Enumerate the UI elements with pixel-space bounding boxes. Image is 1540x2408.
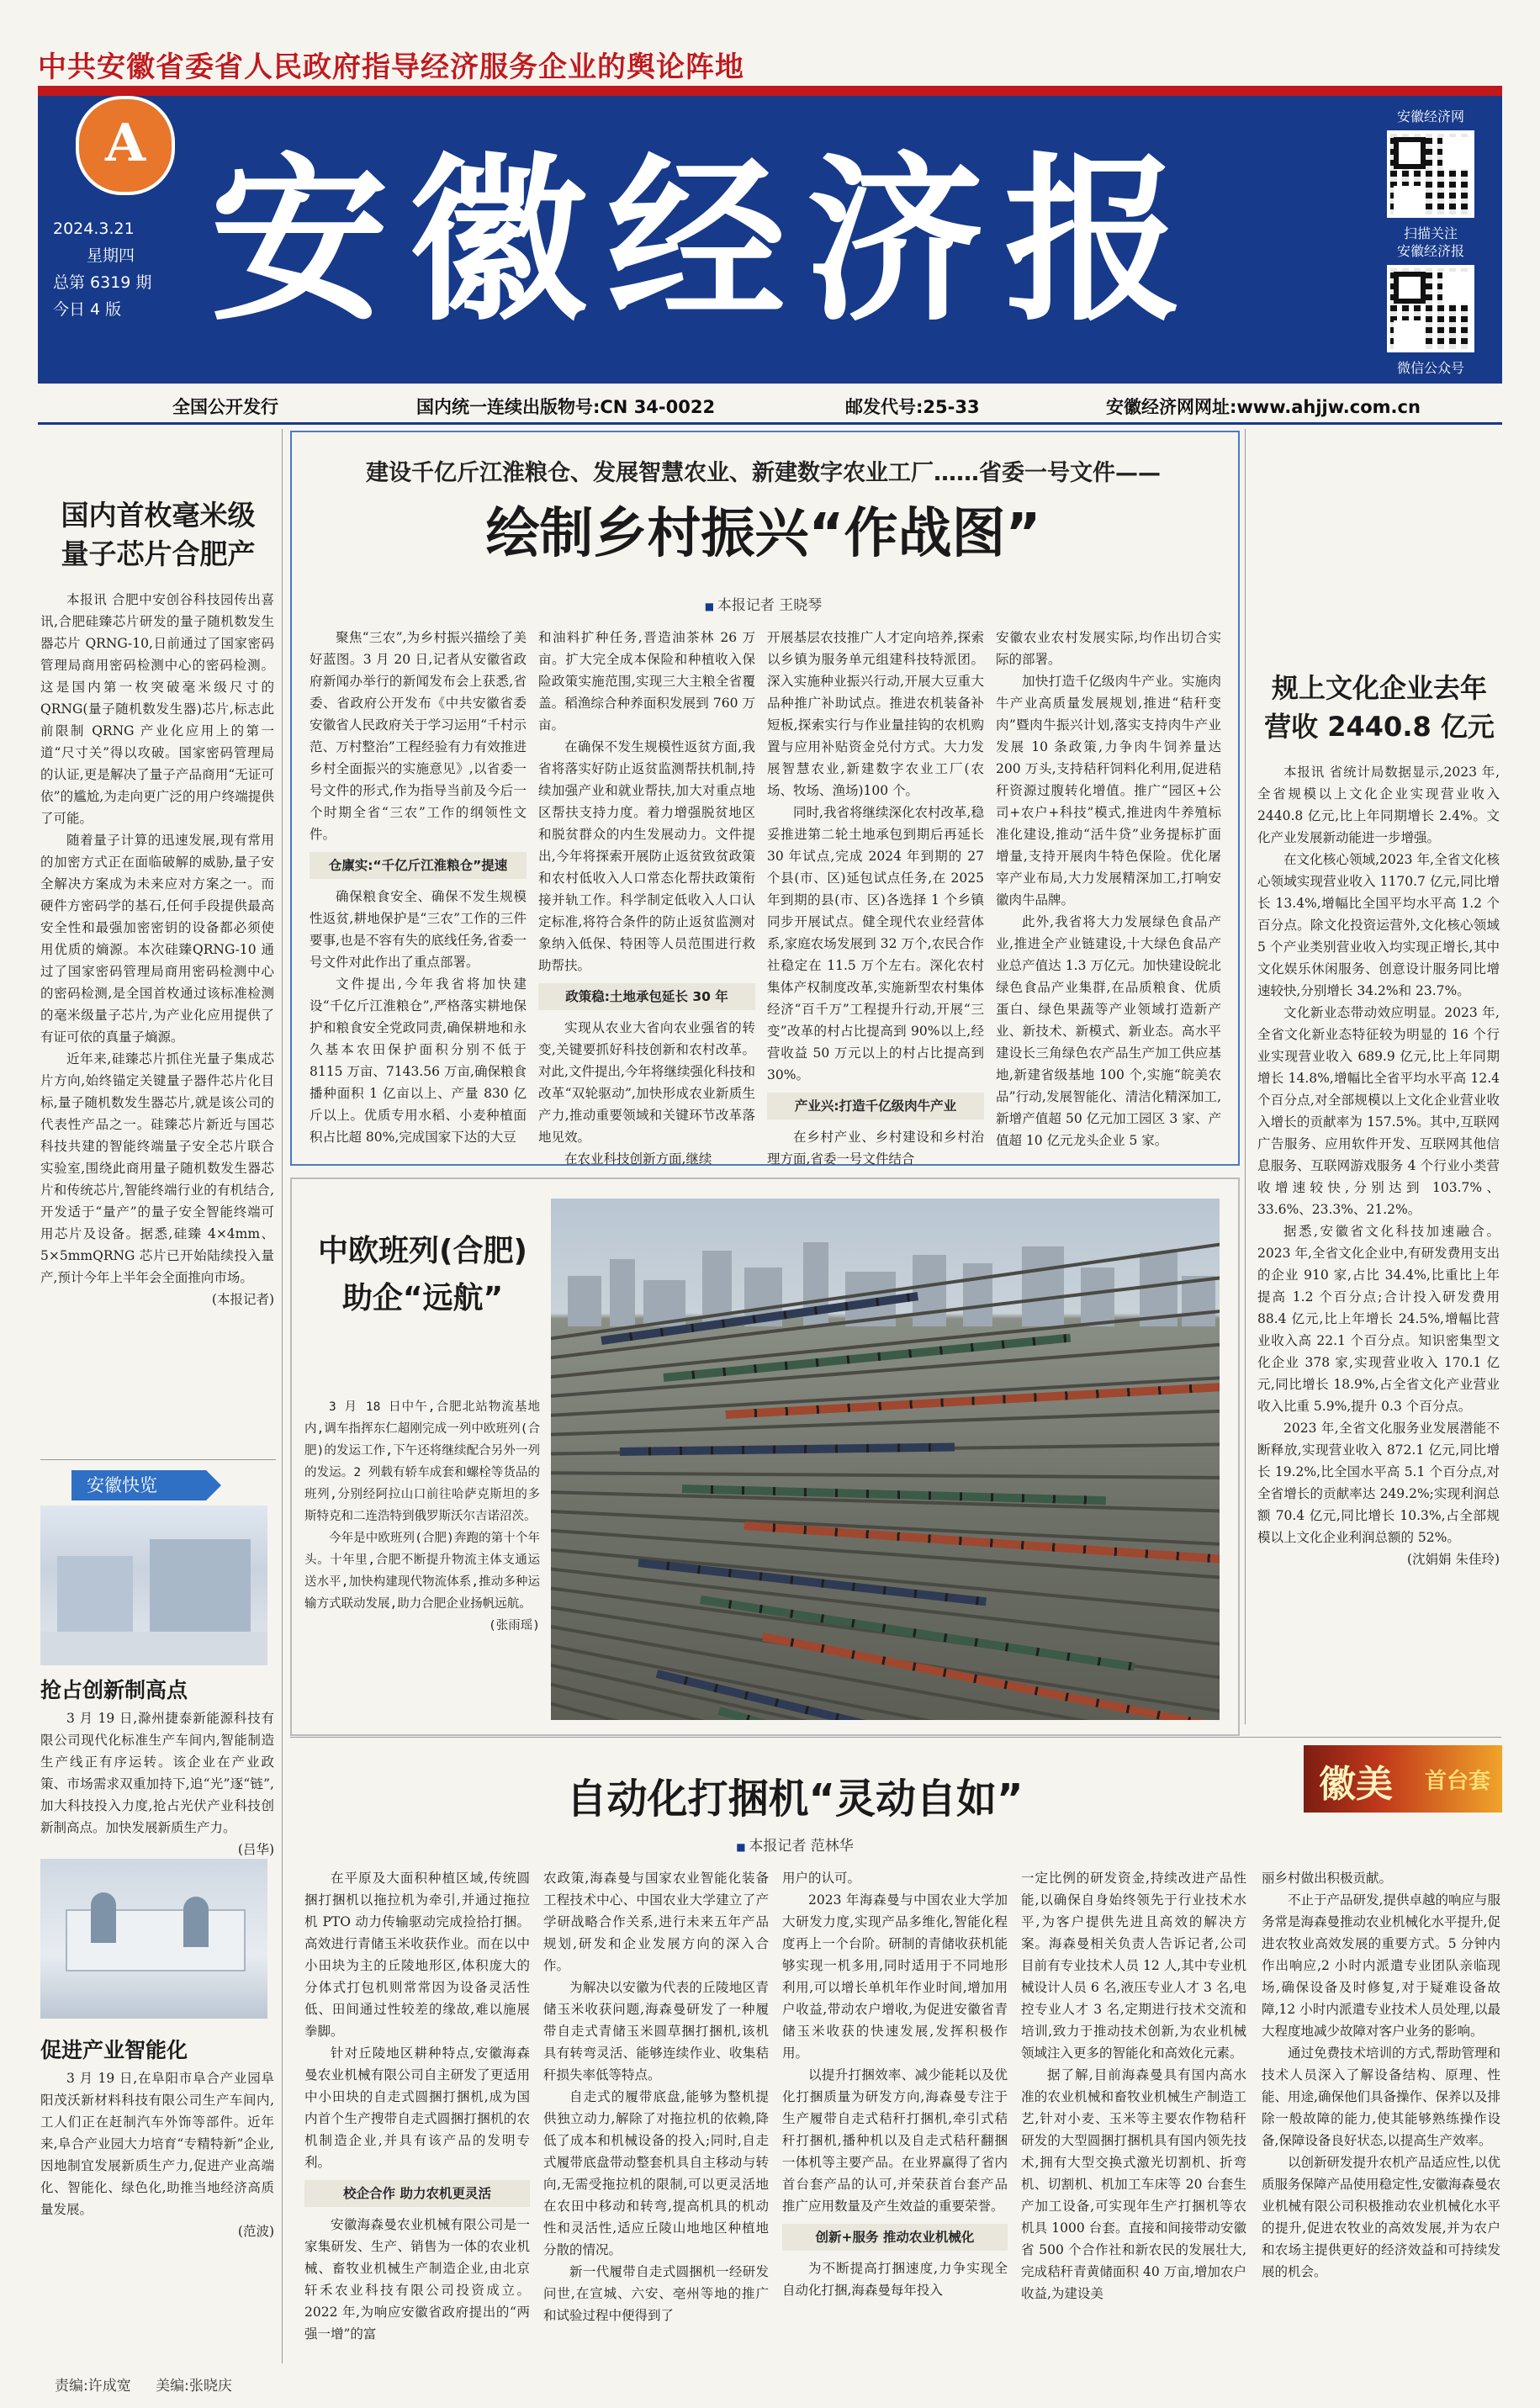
first-set-badge <box>1304 1745 1502 1813</box>
baler-subhead-1: 校企合作 助力农机更灵活 <box>304 2180 530 2207</box>
issue-weekday: 星期四 <box>87 246 135 265</box>
kuaixun-item1-title: 抢占创新制高点 <box>40 1678 188 1702</box>
rail-track <box>551 1508 1220 1548</box>
baler-para: 安徽海森曼农业机械有限公司是一家集研发、生产、销售为一体的农业机械、畜牧业机械生产制造企业,由北京轩禾农业科技有限公司投资成立。2022 年,为响应安徽省政府提出的“两强一增”的富 <box>304 2217 530 2342</box>
freight-train <box>620 1442 955 1456</box>
culture-para: 在文化核心领域,2023 年,全省文化核心领域实现营业收入 1170.7 亿元,同比增长 13.4%,增幅比全国平均水平高 1.2 个百分点。除文化投资运营外,文化核心领域 5 个产业类别营业收入均实现正增长,其中文化娱乐休闲服务、创意设计服务同比增速较快,分别增长 34.2%和 23.7%。 <box>1257 852 1500 998</box>
kuaixun-item1-credit: (吕华) <box>237 1842 274 1857</box>
lead-para: 在乡村产业、乡村建设和乡村治理方面,省委一号文件结合 <box>767 1130 984 1167</box>
rail-track <box>551 1471 1220 1479</box>
kuaixun-item1-body <box>40 1707 274 1860</box>
footer-art-editor: 美编:张晓庆 <box>156 2378 232 2395</box>
lead-column-3 <box>767 627 984 1170</box>
lead-para: 在确保不发生规模性返贫方面,我省将落实好防止返贫监测帮扶机制,持续加强产业和就业帮扶,加大对重点地区帮扶支持力度。着力增强脱贫地区和脱贫群众的内生发展动力。文件提出,今年将探索开展防止返贫致贫政策和农村低收入人口常态化帮扶政策衔接并轨工作。科学制定低收入人口认定标准,将符合条件的防止返贫监测对象纳入低保、特困等人员范围进行救助帮扶。 <box>538 739 755 973</box>
lead-para: 确保粮食安全、确保不发生规模性返贫,耕地保护是“三农”工作的三件要事,也是不容有失的底线任务,省委一号文件对此作出了重点部署。 <box>310 889 527 970</box>
cn-number-text: 国内统一连续出版物号:CN 34-0022 <box>416 397 716 417</box>
rail-yard-photo <box>551 1199 1220 1720</box>
culture-headline-line2: 营收 2440.8 亿元 <box>1264 711 1495 743</box>
lead-para: 加快打造千亿级肉牛产业。实施肉牛产业高质量发展规划,推进“秸秆变肉”暨肉牛振兴计划,落实支持肉牛产业发展 10 条政策,力争肉牛饲养量达 200 万头,支持秸秆饲料化利用,促进秸秆资源过腹转化增值。推广“园区+公司+农户+科技”模式,推进肉牛养殖标准化建设,推动“活牛贷”业务提标扩面增量,支持开展肉牛特色保险。优化屠宰产业布局,大力发展精深加工,打响安徽肉牛品牌。 <box>996 674 1221 908</box>
baler-column-5 <box>1262 1867 1500 2283</box>
rail-track <box>551 1564 1220 1651</box>
qr-code-icon[interactable] <box>1387 130 1474 218</box>
culture-para: 文化新业态带动效应明显。2023 年,全省文化新业态特征较为明显的 16 个行业实现营业收入 689.9 亿元,比上年同期增长 14.8%,增幅比全省平均水平高 12.4 个百分点,对全部规模以上文化企业营业收入增长的贡献率为 157.5%。其中,互联网广告服务、应用软件开发、互联网其他信息服务、互联网游戏服务 4 个行业小类营收增速较快,分别达到 103.7%、33.6%、23.3%、21.2%。 <box>1257 1005 1500 1217</box>
lead-subhead-2: 政策稳:土地承包延长 30 年 <box>538 983 755 1010</box>
qr1-label-top: 安徽经济网 <box>1396 108 1464 124</box>
baler-para: 针对丘陵地区耕种特点,安徽海森曼农业机械有限公司自主研发了更适用中小田块的自走式圆捆打捆机,成为国内首个生产搜带自走式圆捆打捆机的农机制造企业,并具有该产品的发明专利。 <box>304 2045 530 2170</box>
culture-credit: (沈娟娟 朱佳玲) <box>1406 1552 1500 1567</box>
qr1-label-bottom: 扫描关注 <box>1403 225 1458 241</box>
lead-para: 在农业科技创新方面,继续 <box>564 1151 712 1167</box>
lead-para: 安徽农业农村发展实际,均作出切合实际的部署。 <box>996 630 1221 667</box>
rail-credit: (张雨瑶) <box>489 1619 540 1633</box>
culture-headline-line1: 规上文化企业去年 <box>1271 672 1487 704</box>
quantum-credit: (本报记者) <box>211 1292 274 1307</box>
footer-editor: 责编:许成宽 <box>55 2378 131 2395</box>
newspaper-logo: A <box>76 96 175 195</box>
baler-para: 以提升打捆效率、减少能耗以及优化打捆质量为研发方向,海森曼专注于生产履带自走式秸秆打捆机,牵引式秸秆打捆机,播种机以及自走式秸秆翻捆一体机等主要产品。在业界赢得了省内首台套产品的认可,并荣获首台套产品推广应用数量及产生效益的重要荣誉。 <box>782 2067 1008 2214</box>
baler-para: 用户的认可。 <box>782 1871 861 1886</box>
baler-para: 丽乡村做出积极贡献。 <box>1262 1871 1393 1886</box>
lead-para: 和油料扩种任务,晋造油茶林 26 万亩。扩大完全成本保险和种植收入保险政策实施范围,实现三大主粮全省覆盖。稻渔综合种养面积发展到 760 万亩。 <box>538 630 755 733</box>
first-set-badge-mark: 徽美 <box>1319 1763 1393 1806</box>
baler-column-4 <box>1021 1867 1246 2305</box>
quantum-para: 本报讯 合肥中安创谷科技园传出喜讯,合肥硅臻芯片研发的量子随机数发生器芯片 QRNG-10,日前通过了国家密码管理局商用密码检测中心的密码检测。这是国内第一枚突破毫米级尺寸的QRNG(量子随机数发生器)芯片,标志此前限制 QRNG 产业化应用上的第一道“尺寸关”得以攻破。国家密码管理局的认证,更是解决了量子产品商用“无证可依”的尴尬,为走向更广泛的用户终端提供了可能。 <box>40 592 274 826</box>
culture-headline <box>1257 669 1501 746</box>
quantum-para: 近年来,硅臻芯片抓住光量子集成芯片方向,始终锚定关键量子器件芯片化目标,量子随机数发生器芯片,就是该公司的代表性产品之一。硅臻芯片新近与国芯科技共建的智能终端量子安全芯片联合实验室,围绕此商用量子随机数发生器芯片和传统芯片,智能终端行业的有机结合,开发适于“量产”的量子安全智能终端可用芯片及设备。据悉,硅臻 4×4mm、5×5mmQRNG 芯片已开始陆续投入量产,预计今年上半年会全面推向市场。 <box>40 1051 274 1285</box>
qr-code-icon[interactable] <box>1387 265 1474 352</box>
lead-para: 此外,我省将大力发展绿色食品产业,推进全产业链建设,十大绿色食品产业总产值达 1.3 万亿元。加快建设皖北绿色食品产业集群,在品质粮食、优质蛋白、绿色果蔬等产业领域打造新产业、新技术、新模式、新业态。高水平建设长三角绿色农产品生产加工供应基地,新建省级基地 100 个,实施“皖美农品”行动,发展智能化、清洁化精深加工,新增产值超 50 亿元加工园区 3 家、产值超 10 亿元龙头企业 5 家。 <box>996 914 1221 1148</box>
baler-para: 为解决以安徽为代表的丘陵地区青储玉米收获问题,海森曼研发了一种履带自走式青储玉米圆草捆打捆机,该机具有转弯灵活、能够连续作业、收集秸秆损失率低等特点。 <box>543 1980 769 2083</box>
lead-para: 实现从农业大省向农业强省的转变,关键要抓好科技创新和农村改革。对此,文件提出,今年将继续强化科技和改革“双轮驱动”,加快形成农业新质生产力,推动重要领域和关键环节改革落地见效。 <box>538 1020 755 1145</box>
column-divider <box>1245 429 1246 1724</box>
baler-para: 一定比例的研发资金,持续改进产品性能,以确保自身始终领先于行业技术水平,为客户提供先进且高效的解决方案。海森曼相关负责人告诉记者,公司目前有专业技术人员 12 人,其中专业机械设计人员 6 名,液压专业人才 3 名,电控专业人才 3 名,定期进行技术交流和培训,致力于推动技术创新,为农业机械领域注入更多的智能化和高效化元素。 <box>1021 1871 1246 2061</box>
issue-info <box>53 215 151 323</box>
baler-para: 2023 年海森曼与中国农业大学加大研发力度,实现产品多维化,智能化程度再上一个台阶。研制的青储收获机能够实现一机多用,同时适用于不同地形利用,可以增长单机年作业时间,增加用户收益,带动农户增收,为促进安徽省青储玉米收获的快速发展,发挥积极作用。 <box>782 1892 1008 2061</box>
baler-column-2 <box>543 1867 769 2326</box>
qr2-label-bottom: 微信公众号 <box>1396 360 1464 376</box>
lead-headline: 绘制乡村振兴“作战图” <box>485 503 1041 565</box>
quantum-article-body <box>40 589 274 1310</box>
distribution-text: 全国公开发行 <box>172 397 278 417</box>
issue-number: 总第 6319 期 <box>53 273 152 292</box>
baler-column-1 <box>304 1867 530 2345</box>
kuaixun-item2-credit: (范波) <box>237 2224 274 2239</box>
quantum-headline <box>40 496 276 574</box>
baler-headline: 自动化打捆机“灵动自如” <box>566 1776 1024 1823</box>
kuaixun-item1-text: 3 月 19 日,滁州捷泰新能源科技有限公司现代化标准生产车间内,智能制造生产线正有序运转。该企业在产业政策、市场需求双重加持下,追“光”逐“链”,加大科技投入力度,抢占光伏产业科技创新制高点。加快发展新质生产力。 <box>40 1711 274 1835</box>
city-building <box>1081 1268 1114 1326</box>
baler-subhead-2: 创新+服务 推动农业机械化 <box>782 2224 1008 2251</box>
kuaixun-tab[interactable]: 安徽快览 <box>71 1470 206 1500</box>
qr2-label-top: 安徽经济报 <box>1396 243 1464 259</box>
lead-column-1 <box>310 627 527 1148</box>
quantum-headline-line2: 量子芯片合肥产 <box>61 537 256 570</box>
city-building <box>610 1259 635 1326</box>
culture-para: 据悉,安徽省文化科技加速融合。2023 年,全省文化企业中,有研发费用支出的企业 910 家,占比 34.4%,比重比上年提高 1.2 个百分点;合计投入研发费用 88.4 亿元,比上年增长 24.5%,增幅比营业收入高 22.1 个百分点。知识密集型文化企业 378 家,实现营业收入 170.1 亿元,同比增长 18.9%,占全省文化产业营业收入比重 5.9%,提升 0.3 个百分点。 <box>1257 1224 1500 1414</box>
quantum-para: 随着量子计算的迅速发展,现有常用的加密方式正在面临破解的威胁,量子安全解决方案成为未来应对方案之一。而硬件方密码学的基石,任何手段提供最高安全性和最强加密密钥的设备都必须使用优质的熵源。本次硅臻QRNG-10 通过了国家密码管理局商用密码检测中心的密码检测,是全国首枚通过该标准检测的毫米级量子芯片,为产业化应用提供了有证可依的真量子熵源。 <box>40 833 274 1045</box>
lead-subhead-3: 产业兴:打造千亿级肉牛产业 <box>767 1093 984 1119</box>
lead-kicker: 建设千亿斤江淮粮仓、发展智慧农业、新建数字农业工厂……省委一号文件—— <box>366 460 1161 486</box>
baler-para: 自走式的履带底盘,能够为整机提供独立动力,解除了对拖拉机的依赖,降低了成本和机械设备的投入;同时,自走式履带底盘带动整套机具自主移动与转向,无需受拖拉机的限制,可以更灵活地在农田中移动和转弯,提高机具的机动性和灵活性,适应丘陵山地地区种植地分散的情况。 <box>543 2089 769 2257</box>
masthead-slogan: 中共安徽省委省人民政府指导经济服务企业的舆论阵地 <box>38 50 744 84</box>
culture-para: 本报讯 省统计局数据显示,2023 年,全省规模以上文化企业实现营业收入 2440.8 亿元,比上年同期增长 2.4%。文化产业发展新动能进一步增强。 <box>1257 765 1500 845</box>
kuaixun-item2-text: 3 月 19 日,在阜阳市阜合产业园阜阳茂沃新材料科技有限公司生产车间内,工人们正在赶制汽车外饰等部件。近年来,阜合产业园大力培育“专精特新”企业,因地制宜发展新质生产力,促进产业高端化、智能化、绿色化,助推当地经济高质量发展。 <box>40 2071 274 2217</box>
rail-track <box>551 1408 1220 1437</box>
page-footer <box>55 2374 232 2395</box>
lead-column-2 <box>538 627 755 1170</box>
baler-para: 新一代履带自走式圆捆机一经研发问世,在宣城、六安、亳州等地的推广和试验过程中便得到了 <box>543 2264 769 2323</box>
factory-photo <box>40 1506 267 1665</box>
lead-para: 文件提出,今年我省将加快建设“千亿斤江淮粮仓”,严格落实耕地保护和粮食安全党政同责,确保耕地和永久基本农田保护面积分别不低于 8115 万亩、7143.56 万亩,确保粮食播种面积 1 亿亩以上、产量 830 亿斤以上。优质专用水稻、小麦种植面积占比超 80%,完成国家下达的大豆 <box>310 976 527 1145</box>
lead-byline: ■ 本报记者 王晓琴 <box>294 593 1232 614</box>
culture-para: 2023 年,全省文化服务业发展潜能不断释放,实现营业收入 872.1 亿元,同比增长 19.2%,比全国水平高 5.1 个百分点,对全省增长的贡献率达 249.2%;实现利润总额 70.4 亿元,同比增长 10.3%,占全部规模以上文化企业利润总额的 52%。 <box>1257 1421 1500 1545</box>
city-building <box>963 1263 992 1326</box>
qr-block-website <box>1376 106 1485 242</box>
website-text: 安徽经济网网址:www.ahjjw.com.cn <box>1106 397 1421 417</box>
baler-byline: ■ 本报记者 范林华 <box>290 1834 1299 1855</box>
baler-para: 在平原及大面积种植区域,传统圆捆打捆机以拖拉机为牵引,并通过拖拉机 PTO 动力传输驱动完成捡拾打捆。高效进行青储玉米收获作业。而在以中小田块为主的丘陵地形区,体积庞大的分体式打包机则常常因为设备灵活性低、田间通过性较差的缘故,难以施展拳脚。 <box>304 1871 530 2039</box>
column-divider <box>282 429 283 2363</box>
baler-para: 不止于产品研发,提供卓越的响应与服务常是海森曼推动农业机械化水平提升,促进农牧业高效发展的重要方式。5 分钟内作出响应,2 小时内派遣专业团队亲临现场,确保设备及时修复,对于疑难设备故障,12 小时内派遣专业技术人员处理,以最大程度地减少故障对客户业务的影响。 <box>1262 1892 1500 2039</box>
publication-bar <box>38 389 1502 425</box>
lead-subhead-1: 仓廪实:“千亿斤江淮粮仓”提速 <box>310 852 527 879</box>
rail-article-body <box>304 1396 540 1637</box>
city-building <box>1022 1246 1064 1326</box>
baler-para: 为不断提高打捆速度,力争实现全自动化打捆,海森曼每年投入 <box>782 2261 1008 2298</box>
banner-red-stripe <box>38 89 1502 96</box>
issue-date: 2024.3.21 <box>53 220 135 238</box>
first-set-badge-label: 首台套 <box>1424 1769 1490 1794</box>
lead-para: 同时,我省将继续深化农村改革,稳妥推进第二轮土地承包到期后再延长 30 年试点,完成 2024 年到期的 27 个县(市、区)延包试点任务,在 2025 年到期的县(市、区)各选择 1 个乡镇同步开展试点。健全现代农业经营体系,家庭农场发展到 32 万个,农民合作社稳定在 11.5 万个左右。深化农村集体产权制度改革,实施新型农村集体经济“百千万”工程提升行动,开展“三变”改革的村占比提高到 90%以上,经营收益 50 万元以上的村占比提高到 30%。 <box>767 805 984 1082</box>
baler-para: 通过免费技术培训的方式,帮助管理和技术人员深入了解设备结构、原理、性能、用途,确保他们具备操作、保养以及排除一般故障的能力,使其能够熟练操作设备,保障设备良好状态,以提高生产效率。 <box>1262 2045 1500 2148</box>
rail-para: 今年是中欧班列(合肥)奔跑的第十个年头。十年里,合肥不断提升物流主体支通运送水平,加快构建现代物流体系,推动多种运输方式联动发展,助力合肥企业扬帆远航。 <box>304 1532 540 1611</box>
kuaixun-item2-title: 促进产业智能化 <box>40 2038 188 2062</box>
lead-column-4 <box>996 627 1221 1151</box>
industrial-park-photo <box>40 1859 267 2019</box>
section-divider <box>40 1459 276 1460</box>
newspaper-title: 安徽经济报 <box>210 135 1203 345</box>
baler-para: 据了解,目前海森曼具有国内高水准的农业机械和畜牧业机械生产制造工艺,针对小麦、玉米等主要农作物秸秆研发的大型圆捆打捆机具有国内领先技术,拥有大型交换式激光切割机、折弯机、切割机、机加工车床等 20 台套生产加工设备,可实现年生产打捆机等农机具 1000 台套。直接和间接带动安徽省 500 个合作社和新农民的发展壮大,完成秸秆青黄储面积 40 万亩,增加农户收益,为建设美 <box>1021 2067 1246 2301</box>
culture-article-body <box>1257 761 1500 1570</box>
rail-headline <box>303 1228 542 1322</box>
rail-para: 3 月 18 日中午,合肥北站物流基地内,调车指挥东仁超刚完成一列中欧班列(合肥)的发运工作,下午还将继续配合另外一列的发运。2 列载有轿车成套和螺栓等货品的班列,分别经阿拉山口前往哈萨克斯坦的多斯特克和二连浩特到俄罗斯沃尔吉诺沼茨。 <box>304 1400 540 1523</box>
kuaixun-item2-body <box>40 2067 274 2242</box>
lead-para: 聚焦“三农”,为乡村振兴描绘了美好蓝图。3 月 20 日,记者从安徽省政府新闻办举行的新闻发布会上获悉,省委、省政府公开发布《中共安徽省委 安徽省人民政府关于学习运用“千村示范、万村整治”工程经验有力有效推进乡村全面振兴的实施意见》,以省委一号文件的形式,作为指导当前及今后一个时期全省“三农”工作的纲领性文件。 <box>310 630 527 842</box>
baler-para: 以创新研发提升农机产品适应性,以优质服务保障产品使用稳定性,安徽海森曼农业机械有限公司积极推动农业机械化水平的提升,促进农牧业的高效发展,并为农户和农场主提供更好的经济效益和可持续发展的机会。 <box>1262 2155 1500 2279</box>
issue-pages: 今日 4 版 <box>53 300 122 319</box>
rail-headline-line2: 助企“远航” <box>341 1281 504 1315</box>
lead-para: 开展基层农技推广人才定向培养,探索以乡镇为服务单元组建科技特派团。深入实施种业振兴行动,开展大豆重大品种推广补助试点。推进农机装备补短板,探索实行与作业量挂钩的农机购置与应用补贴资金兑付方式。大力发展智慧农业,新建数字农业工厂(农场、牧场、渔场)100 个。 <box>767 630 984 798</box>
baler-para: 农政策,海森曼与国家农业智能化装备工程技术中心、中国农业大学建立了产学研战略合作关系,进行未来五年产品规划,研发和企业发展方向的深入合作。 <box>543 1871 769 1973</box>
postal-code-text: 邮发代号:25-33 <box>845 397 980 417</box>
quantum-headline-line1: 国内首枚毫米级 <box>61 499 256 532</box>
city-building <box>568 1276 601 1326</box>
rail-headline-line1: 中欧班列(合肥) <box>318 1234 527 1268</box>
qr-block-wechat <box>1376 241 1485 377</box>
masthead-banner <box>38 89 1502 384</box>
section-divider <box>290 1737 1501 1738</box>
baler-column-3 <box>782 1867 1008 2301</box>
